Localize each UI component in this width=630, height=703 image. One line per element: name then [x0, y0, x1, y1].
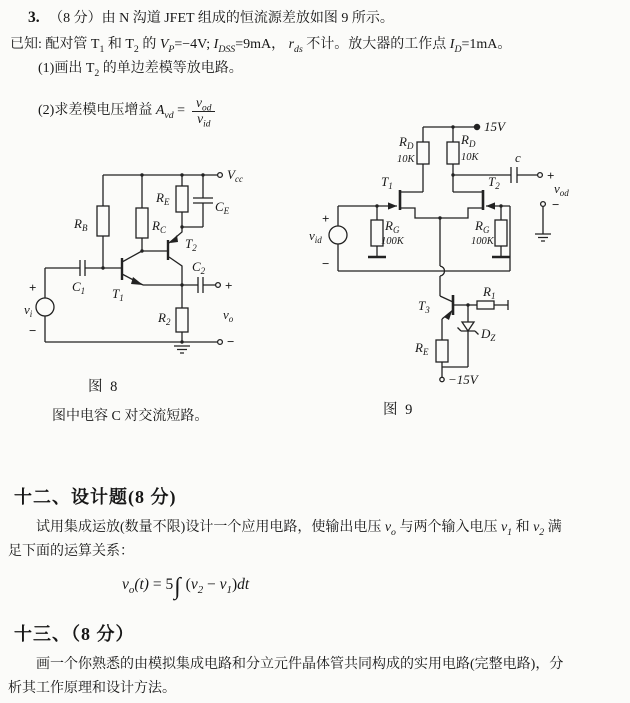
- question-3-line: [28, 8, 394, 29]
- label-in-minus: −: [29, 323, 37, 338]
- vod-neg-terminal: [541, 202, 546, 207]
- ground-symbol: [174, 346, 190, 353]
- label-rc: $R_C$: [152, 218, 166, 235]
- label-out-plus: +: [225, 278, 233, 293]
- capacitor-c1: [45, 260, 85, 276]
- label-vid-plus: +: [322, 211, 330, 226]
- label-in-plus: +: [29, 280, 37, 295]
- section-13-heading: 十三、（8 分）: [14, 624, 135, 644]
- output-ground: [535, 206, 551, 241]
- t3-emitter-arrow: [444, 311, 452, 320]
- label-supply: 15V: [484, 119, 505, 134]
- label-rd-left-value: 10K: [397, 154, 415, 165]
- label-out-minus: −: [227, 334, 235, 349]
- t2-emitter-arrow: [170, 235, 178, 243]
- resistor-re: [176, 175, 188, 227]
- label-r1: $R_1$: [483, 284, 496, 301]
- output-pos-terminal: [216, 283, 221, 288]
- label-vi: $v_i$: [24, 302, 33, 319]
- figure-9-caption: 图 9: [383, 402, 415, 418]
- label-c: c: [515, 150, 521, 165]
- label-re: $R_E$: [156, 190, 170, 207]
- label-c1: $C_1$: [72, 279, 86, 296]
- section-12-paragraph-2: 足下面的运算关系：: [8, 544, 134, 559]
- subquestion-1: (1)画出 $T_2$ 的单边差模等放电路。: [38, 61, 243, 79]
- resistor-rg-right: [492, 206, 510, 257]
- label-ce: $C_E$: [215, 199, 230, 216]
- label-vo: $v_o$: [223, 307, 234, 324]
- label-vod: $v_{od}$: [554, 181, 569, 198]
- label-t2: $T_2$: [488, 174, 500, 191]
- label-rg-left-value: 100K: [381, 236, 404, 247]
- resistor-rd-right: [447, 127, 459, 175]
- jfet-t1: [338, 190, 440, 218]
- supply-terminal: [474, 124, 479, 129]
- source-vi: [36, 268, 54, 342]
- zener-dz: [458, 305, 479, 367]
- label-re: $R_E$: [415, 340, 429, 357]
- resistor-rb: [97, 175, 109, 268]
- vod-pos-terminal: [538, 173, 543, 178]
- question-3-number: 3.: [28, 9, 40, 26]
- resistor-rg-left: [368, 206, 386, 257]
- label-rd-right: $R_D$: [461, 132, 476, 149]
- integral-formula: $v_o(t) = 5\int$ $(v_2 - v_1)dt$: [122, 574, 250, 600]
- junction-dots: [101, 173, 204, 343]
- label-vid: $v_{id}$: [309, 228, 322, 245]
- label-rd-left: $R_D$: [399, 134, 414, 151]
- fraction-numerator: $v_{od}$: [196, 95, 212, 114]
- junction-dots: [375, 125, 502, 306]
- tail-current-line: [440, 218, 445, 296]
- subquestion-2-text: (2)求差模电压增益 $A_{vd}$ =: [38, 102, 186, 121]
- capacitor-note: 图中电容 C 对交流短路。: [52, 409, 209, 424]
- resistor-rc: [136, 175, 148, 251]
- fraction-denominator: $v_{id}$: [192, 111, 215, 127]
- section-12-paragraph-1: 试用集成运放(数量不限)设计一个应用电路，使输出电压 $v_o$ 与两个输入电压 $v_1$ 和 $v_2$ 满: [36, 520, 562, 538]
- label-rg-right: $R_G$: [475, 218, 490, 235]
- label-vod-minus: −: [552, 197, 560, 212]
- label-rd-right-value: 10K: [461, 152, 479, 163]
- transistor-t3: [440, 295, 468, 340]
- output-neg-terminal: [218, 340, 223, 345]
- label-r2: $R_2$: [158, 310, 171, 327]
- known-conditions: 已知: 配对管 $T_1$ 和 $T_2$ 的 $V_P=-4V$; $I_{DSS}=9mA$， $r_{ds}$ 不计。放大器的工作点 $I_D=1mA$。: [10, 37, 512, 55]
- figure-8-caption: 图 8: [88, 379, 120, 395]
- neg-supply: [440, 367, 444, 382]
- label-c2: $C_2$: [192, 259, 206, 276]
- section-13-paragraph-1: 画一个你熟悉的由模拟集成电路和分立元件晶体管共同构成的实用电路(完整电路)，分: [36, 657, 564, 672]
- gain-fraction: [191, 95, 216, 130]
- resistor-rd-left: [417, 127, 429, 192]
- label-dz: $D_Z$: [481, 326, 496, 343]
- label-t1: $T_1$: [381, 174, 393, 191]
- label-rg-left: $R_G$: [385, 218, 400, 235]
- source-vid: [329, 206, 347, 271]
- label-vcc: $V_{cc}$: [227, 167, 243, 184]
- resistor-r2: [176, 285, 188, 342]
- t1-gate-arrow: [388, 202, 397, 209]
- question-3-title: （8 分）由 N 沟道 JFET 组成的恒流源差放如图 9 所示。: [49, 11, 394, 26]
- figure-9-circuit: [305, 112, 585, 396]
- section-12-heading: 十二、设计题(8 分): [14, 487, 177, 507]
- resistor-re: [436, 340, 468, 367]
- section-13-paragraph-2: 析其工作原理和设计方法。: [8, 681, 176, 696]
- subquestion-2: [38, 95, 216, 130]
- label-t1: $T_1$: [112, 286, 124, 303]
- vcc-terminal: [218, 173, 223, 178]
- label-rb: $R_B$: [74, 216, 88, 233]
- resistor-r1: [468, 300, 508, 310]
- label-neg-supply: −15V: [448, 372, 478, 387]
- label-t2: $T_2$: [185, 236, 197, 253]
- label-t3: $T_3$: [418, 298, 430, 315]
- capacitor-c2: [182, 277, 215, 293]
- figure-8-circuit: [22, 158, 272, 370]
- label-rg-right-value: 100K: [471, 236, 494, 247]
- label-vid-minus: −: [322, 256, 330, 271]
- t1-emitter-arrow: [131, 277, 143, 285]
- t2-gate-arrow: [486, 202, 495, 209]
- label-vod-plus: +: [547, 168, 555, 183]
